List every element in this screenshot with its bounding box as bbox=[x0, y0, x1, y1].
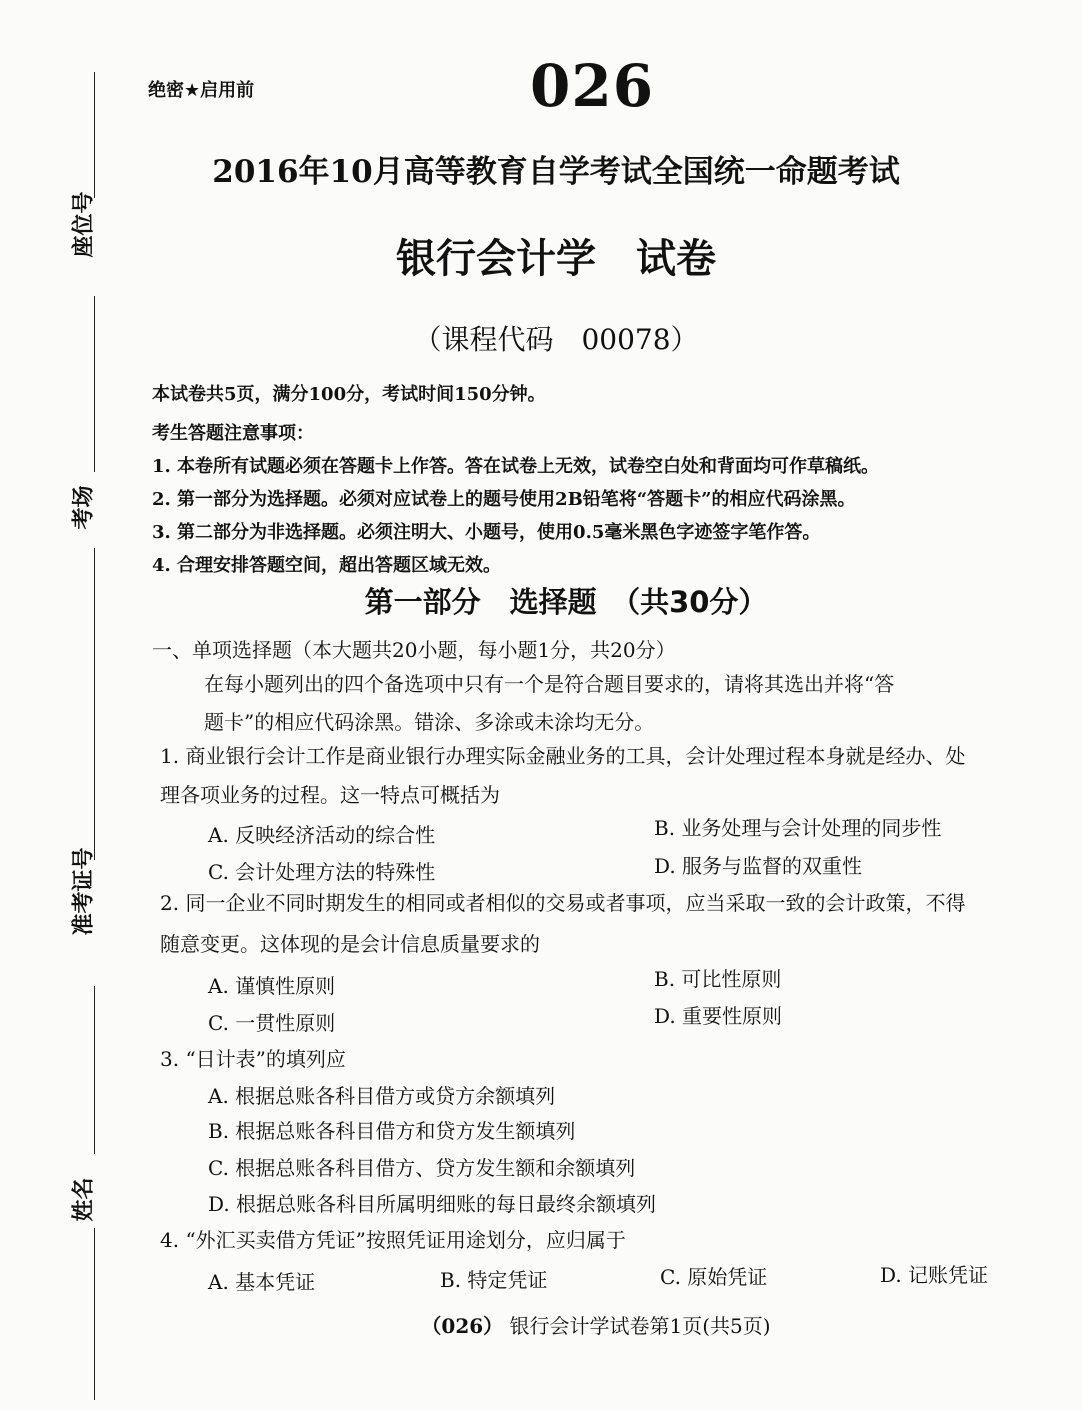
answer-option: D. 服务与监督的双重性 bbox=[654, 854, 863, 878]
page-footer bbox=[0, 1310, 1082, 1339]
question-stem: 1. 商业银行会计工作是商业银行办理实际金融业务的工具，会计处理过程本身就是经办、处 bbox=[160, 744, 966, 768]
ticket-number-label: 准考证号 bbox=[71, 847, 97, 936]
paper-title: 银行会计学 试卷 bbox=[396, 235, 716, 282]
answer-option: C. 原始凭证 bbox=[660, 1265, 768, 1289]
answer-option: C. 一贯性原则 bbox=[208, 1011, 336, 1035]
answer-option: D. 根据总账各科目所属明细账的每日最终余额填列 bbox=[208, 1192, 657, 1216]
exam-title: 2016年10月高等教育自学考试全国统一命题考试 bbox=[212, 154, 900, 190]
paper-summary: 本试卷共5页，满分100分，考试时间150分钟。 bbox=[152, 384, 546, 405]
answer-option: D. 重要性原则 bbox=[654, 1004, 783, 1028]
exam-venue-label: 考场 bbox=[71, 485, 97, 530]
answer-option: A. 基本凭证 bbox=[208, 1270, 316, 1294]
answer-option: A. 根据总账各科目借方或贷方余额填列 bbox=[208, 1084, 556, 1108]
question-stem: 随意变更。这体现的是会计信息质量要求的 bbox=[160, 932, 540, 956]
paper-code: 026 bbox=[530, 52, 655, 120]
section-instructions: 题卡”的相应代码涂黑。错涂、多涂或未涂均无分。 bbox=[204, 710, 655, 734]
section-instructions: 在每小题列出的四个备选项中只有一个是符合题目要求的，请将其选出并将“答 bbox=[204, 672, 895, 696]
answer-option: B. 根据总账各科目借方和贷方发生额填列 bbox=[208, 1119, 576, 1143]
answer-option: B. 业务处理与会计处理的同步性 bbox=[654, 816, 942, 840]
note-item: 3. 第二部分为非选择题。必须注明大、小题号，使用0.5毫米黑色字迹签字笔作答。 bbox=[152, 522, 821, 543]
part-one-title: 第一部分 选择题 （共30分） bbox=[364, 585, 768, 619]
answer-option: B. 可比性原则 bbox=[654, 967, 782, 991]
footer-code: （026） bbox=[421, 1314, 504, 1338]
question-stem: 4. “外汇买卖借方凭证”按照凭证用途划分，应归属于 bbox=[160, 1228, 626, 1252]
answer-option: D. 记账凭证 bbox=[880, 1263, 989, 1287]
question-stem: 理各项业务的过程。这一特点可概括为 bbox=[160, 783, 500, 807]
note-item: 4. 合理安排答题空间，超出答题区域无效。 bbox=[152, 555, 502, 576]
answer-option: C. 根据总账各科目借方、贷方发生额和余额填列 bbox=[208, 1156, 636, 1180]
question-stem: 3. “日计表”的填列应 bbox=[160, 1047, 346, 1071]
notes-heading: 考生答题注意事项： bbox=[152, 423, 314, 444]
margin-line-4 bbox=[94, 986, 95, 1154]
question-stem: 2. 同一企业不同时期发生的相同或者相似的交易或者事项，应当采取一致的会计政策，不得 bbox=[160, 891, 966, 915]
note-item: 1. 本卷所有试题必须在答题卡上作答。答在试卷上无效，试卷空白处和背面均可作草稿纸。 bbox=[152, 456, 880, 477]
section-heading: 一、单项选择题（本大题共20小题，每小题1分，共20分） bbox=[152, 638, 676, 662]
answer-option: C. 会计处理方法的特殊性 bbox=[208, 860, 436, 884]
answer-option: B. 特定凭证 bbox=[440, 1268, 548, 1292]
footer-text: 银行会计学试卷第1页(共5页) bbox=[509, 1314, 771, 1338]
note-item: 2. 第一部分为选择题。必须对应试卷上的题号使用2B铅笔将“答题卡”的相应代码涂黑。 bbox=[152, 489, 856, 510]
answer-option: A. 谨慎性原则 bbox=[208, 974, 336, 998]
seat-number-label: 座位号 bbox=[71, 191, 97, 258]
course-code: （课程代码 00078） bbox=[413, 323, 699, 356]
name-label: 姓名 bbox=[71, 1177, 97, 1222]
confidential-mark: 绝密★启用前 bbox=[148, 80, 255, 101]
answer-option: A. 反映经济活动的综合性 bbox=[208, 823, 436, 847]
